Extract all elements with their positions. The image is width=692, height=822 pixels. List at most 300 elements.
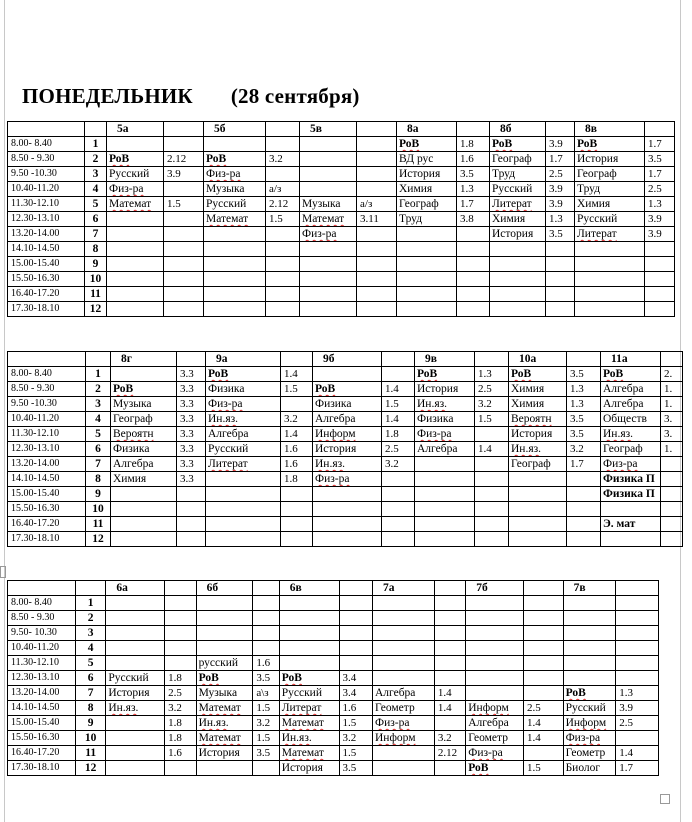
subject-cell: [563, 626, 616, 641]
subject-name: Физ-ра: [109, 183, 144, 195]
lesson-number: 2: [85, 152, 107, 167]
subject-name: История: [399, 168, 441, 180]
room-cell: [524, 596, 564, 611]
room-cell: 1.3: [457, 182, 490, 197]
room-cell: 3.3: [177, 427, 206, 442]
subject-name: Физ-ра: [565, 732, 601, 744]
subject-cell: [196, 716, 253, 731]
lesson-number: 5: [86, 427, 111, 442]
table-row: [8, 701, 659, 716]
lesson-number: 6: [85, 212, 107, 227]
subject-name: Физ-ра: [374, 717, 410, 729]
subject-cell: [111, 442, 177, 457]
room-cell: [546, 287, 575, 302]
room-cell: [382, 472, 415, 487]
schedule-table-3: [7, 580, 659, 776]
subject-cell: [509, 427, 567, 442]
subject-cell: [106, 701, 165, 716]
date-title: (28 сентября): [230, 84, 360, 108]
subject-cell: [509, 412, 567, 427]
room-cell: 3.2: [567, 442, 601, 457]
table-row: [8, 427, 683, 442]
subject-name: Географ: [603, 443, 643, 455]
lesson-number: 10: [85, 272, 107, 287]
room-cell: 1.8: [457, 137, 490, 152]
time-cell: 16.40-17.20: [8, 517, 86, 532]
room-cell: [266, 167, 300, 182]
room-cell: [165, 656, 196, 671]
room-cell: 1.7: [645, 137, 675, 152]
subject-cell: [279, 671, 339, 686]
subject-cell: [509, 532, 567, 547]
room-cell: 1.7: [567, 457, 601, 472]
room-cell: [266, 272, 300, 287]
room-cell: 3.11: [357, 212, 397, 227]
room-cell: 1.4: [616, 746, 659, 761]
subject-cell: [415, 472, 475, 487]
subject-name: Ин.яз.: [208, 413, 239, 425]
room-cell: [434, 596, 465, 611]
subject-cell: [279, 731, 339, 746]
subject-cell: [575, 242, 645, 257]
subject-name: ВД рус: [399, 153, 434, 165]
subject-cell: [509, 502, 567, 517]
subject-cell: [204, 227, 266, 242]
time-cell: 9.50- 10.30: [8, 626, 76, 641]
room-cell: 3.2: [475, 397, 509, 412]
room-cell: а\з: [253, 686, 279, 701]
subject-cell: [107, 302, 164, 317]
room-cell: 3.9: [164, 167, 204, 182]
room-cell: 2.5: [165, 686, 196, 701]
table-row: [8, 686, 659, 701]
lesson-number: 7: [85, 227, 107, 242]
subject-name: Музыка: [206, 183, 245, 195]
subject-cell: [206, 517, 281, 532]
subject-name: Труд: [492, 168, 516, 180]
room-cell: 1.4: [281, 367, 313, 382]
subject-cell: [279, 656, 339, 671]
room-cell: 1.8: [165, 731, 196, 746]
room-cell: [339, 596, 372, 611]
room-cell: [164, 227, 204, 242]
room-cell: 3.3: [177, 472, 206, 487]
subject-cell: [313, 412, 382, 427]
subject-cell: [111, 487, 177, 502]
time-cell: 10.40-11.20: [8, 182, 85, 197]
room-cell: [382, 367, 415, 382]
subject-name: Ин.яз.: [198, 717, 229, 729]
room-cell: 1.5: [339, 716, 372, 731]
table-row: [8, 152, 675, 167]
room-cell: [253, 761, 279, 776]
room-cell: 3.: [661, 412, 683, 427]
time-cell: 15.00-15.40: [8, 716, 76, 731]
table-row: [8, 227, 675, 242]
room-cell: [457, 272, 490, 287]
room-cell: [546, 272, 575, 287]
room-cell: [524, 611, 564, 626]
subject-name: РоВ: [198, 672, 219, 684]
room-cell: 1.7: [616, 761, 659, 776]
subject-cell: [563, 761, 616, 776]
room-cell: 1.7: [546, 152, 575, 167]
subject-cell: [206, 367, 281, 382]
subject-name: Алгебра: [468, 717, 509, 729]
room-cell: [546, 242, 575, 257]
subject-cell: [300, 167, 357, 182]
subject-cell: [300, 287, 357, 302]
room-cell: 3.5: [645, 152, 675, 167]
room-cell: [661, 502, 683, 517]
room-cell: 3.: [661, 427, 683, 442]
room-cell: 3.4: [339, 671, 372, 686]
subject-name: Физ-ра: [206, 168, 241, 180]
subject-cell: [563, 596, 616, 611]
subject-cell: [490, 152, 546, 167]
subject-cell: [509, 457, 567, 472]
room-cell: [164, 257, 204, 272]
subject-cell: [575, 272, 645, 287]
time-cell: 15.50-16.30: [8, 731, 76, 746]
header-blank: [85, 122, 107, 137]
room-cell: [382, 532, 415, 547]
room-cell: [457, 302, 490, 317]
room-cell: 1.6: [281, 457, 313, 472]
room-cell: 3.3: [177, 382, 206, 397]
subject-cell: [300, 152, 357, 167]
room-cell: 2.5: [524, 701, 564, 716]
lesson-number: 4: [75, 641, 105, 656]
room-cell: [266, 257, 300, 272]
room-cell: [475, 457, 509, 472]
table-row: [8, 137, 675, 152]
subject-name: РоВ: [208, 368, 229, 380]
room-cell: 3.5: [253, 671, 279, 686]
subject-name: Физика: [208, 383, 245, 395]
subject-name: Физ-ра: [468, 747, 503, 759]
subject-cell: [575, 287, 645, 302]
room-cell: 1.7: [645, 167, 675, 182]
class-header: 8в: [575, 122, 645, 137]
room-cell: [616, 641, 659, 656]
subject-cell: [106, 686, 165, 701]
time-cell: 8.00- 8.40: [8, 137, 85, 152]
subject-cell: [196, 611, 253, 626]
subject-cell: [415, 457, 475, 472]
subject-cell: [509, 487, 567, 502]
lesson-number: 1: [85, 137, 107, 152]
room-cell: [266, 287, 300, 302]
room-cell: [475, 487, 509, 502]
subject-name: Труд: [577, 183, 601, 195]
subject-name: Музыка: [113, 398, 152, 410]
subject-name: Обществ: [603, 413, 647, 425]
header-row: [8, 581, 659, 596]
subject-cell: [106, 671, 165, 686]
room-cell: [339, 641, 372, 656]
table-resize-handle[interactable]: [660, 794, 670, 804]
subject-cell: [575, 227, 645, 242]
subject-cell: [575, 257, 645, 272]
time-cell: 17.30-18.10: [8, 761, 76, 776]
subject-name: РоВ: [315, 383, 336, 395]
header-blank: [524, 581, 564, 596]
room-cell: 2.5: [616, 716, 659, 731]
header-blank: [266, 122, 300, 137]
subject-name: Физика: [417, 413, 454, 425]
subject-cell: [509, 367, 567, 382]
lesson-number: 9: [75, 716, 105, 731]
subject-cell: [300, 182, 357, 197]
subject-cell: [415, 502, 475, 517]
subject-cell: [106, 626, 165, 641]
room-cell: [281, 397, 313, 412]
table-row: [8, 472, 683, 487]
room-cell: [661, 532, 683, 547]
subject-name: Химия: [511, 398, 545, 410]
subject-cell: [415, 442, 475, 457]
room-cell: 1.8: [165, 671, 196, 686]
subject-cell: [313, 427, 382, 442]
table-row: [8, 167, 675, 182]
room-cell: [434, 716, 465, 731]
room-cell: 3.5: [567, 367, 601, 382]
time-cell: 8.50 - 9.30: [8, 152, 85, 167]
subject-name: Математ: [109, 198, 152, 210]
subject-name: Вероятн: [511, 413, 552, 425]
header-blank: [75, 581, 105, 596]
table-row: [8, 716, 659, 731]
room-cell: [457, 227, 490, 242]
subject-name: Геометр: [565, 747, 606, 759]
class-header: 7в: [563, 581, 616, 596]
room-cell: [661, 487, 683, 502]
room-cell: [661, 457, 683, 472]
room-cell: 1.4: [434, 701, 465, 716]
subject-cell: [313, 472, 382, 487]
table-row: [8, 212, 675, 227]
lesson-number: 7: [86, 457, 111, 472]
subject-cell: [415, 412, 475, 427]
subject-cell: [509, 517, 567, 532]
subject-name: Физ-ра: [315, 473, 350, 485]
subject-cell: [466, 686, 524, 701]
subject-name: Литерат: [577, 228, 617, 240]
room-cell: [475, 532, 509, 547]
room-cell: 1.4: [382, 412, 415, 427]
room-cell: 1.4: [475, 442, 509, 457]
subject-name: Музыка: [302, 198, 341, 210]
subject-cell: [397, 167, 457, 182]
day-title: ПОНЕДЕЛЬНИК: [22, 84, 193, 108]
time-cell: 15.00-15.40: [8, 257, 85, 272]
header-blank: [357, 122, 397, 137]
room-cell: 1.: [661, 397, 683, 412]
subject-cell: [204, 167, 266, 182]
subject-name: Ин.яз.: [603, 428, 634, 440]
subject-cell: [106, 761, 165, 776]
subject-cell: [196, 746, 253, 761]
room-cell: [567, 517, 601, 532]
schedule-table-2: [7, 351, 683, 547]
subject-cell: [313, 457, 382, 472]
subject-cell: [111, 532, 177, 547]
time-cell: 11.30-12.10: [8, 656, 76, 671]
lesson-number: 12: [75, 761, 105, 776]
lesson-number: 9: [85, 257, 107, 272]
room-cell: [164, 242, 204, 257]
table-move-handle[interactable]: [0, 566, 6, 578]
subject-cell: [300, 302, 357, 317]
subject-cell: [196, 686, 253, 701]
class-header: 11а: [601, 352, 661, 367]
subject-cell: [111, 397, 177, 412]
room-cell: 2.5: [382, 442, 415, 457]
room-cell: 1.5: [524, 761, 564, 776]
room-cell: [357, 137, 397, 152]
subject-cell: [372, 641, 434, 656]
subject-cell: [196, 656, 253, 671]
table-row: [8, 197, 675, 212]
subject-cell: [372, 761, 434, 776]
subject-name: Труд: [399, 213, 423, 225]
subject-cell: [372, 746, 434, 761]
subject-cell: [490, 182, 546, 197]
subject-name: Литерат: [208, 458, 248, 470]
subject-name: Физ-ра: [302, 228, 337, 240]
room-cell: [253, 626, 279, 641]
room-cell: 1.5: [475, 412, 509, 427]
table-row: [8, 611, 659, 626]
room-cell: [357, 152, 397, 167]
subject-cell: [466, 731, 524, 746]
subject-cell: [300, 227, 357, 242]
room-cell: [164, 182, 204, 197]
time-cell: 16.40-17.20: [8, 746, 76, 761]
subject-cell: [204, 212, 266, 227]
subject-cell: [563, 701, 616, 716]
header-blank: [281, 352, 313, 367]
subject-name: Ин.яз.: [511, 443, 542, 455]
lesson-number: 12: [85, 302, 107, 317]
subject-name: Химия: [492, 213, 526, 225]
subject-name: Географ: [113, 413, 153, 425]
room-cell: 3.2: [253, 716, 279, 731]
room-cell: [434, 671, 465, 686]
subject-name: Географ: [492, 153, 532, 165]
subject-cell: [415, 367, 475, 382]
subject-cell: [601, 487, 661, 502]
subject-cell: [601, 382, 661, 397]
subject-cell: [415, 532, 475, 547]
room-cell: [434, 761, 465, 776]
subject-cell: [466, 596, 524, 611]
room-cell: [524, 641, 564, 656]
time-cell: 15.50-16.30: [8, 502, 86, 517]
subject-cell: [111, 472, 177, 487]
room-cell: [616, 596, 659, 611]
subject-cell: [466, 716, 524, 731]
subject-cell: [490, 137, 546, 152]
room-cell: [382, 502, 415, 517]
room-cell: 1.4: [382, 382, 415, 397]
subject-name: Химия: [577, 198, 611, 210]
subject-cell: [196, 596, 253, 611]
subject-cell: [397, 227, 457, 242]
header-blank: [475, 352, 509, 367]
subject-cell: [111, 382, 177, 397]
subject-name: Литерат: [492, 198, 532, 210]
header-blank: [645, 122, 675, 137]
subject-name: Информ: [315, 428, 356, 440]
subject-name: Русский: [492, 183, 533, 195]
table-row: [8, 487, 683, 502]
table-row: [8, 457, 683, 472]
subject-cell: [111, 367, 177, 382]
table-row: [8, 626, 659, 641]
time-cell: 15.00-15.40: [8, 487, 86, 502]
header-row: [8, 352, 683, 367]
header-blank: [382, 352, 415, 367]
subject-cell: [601, 397, 661, 412]
subject-name: Математ: [198, 702, 241, 714]
room-cell: [434, 626, 465, 641]
room-cell: [645, 287, 675, 302]
class-header: 6а: [106, 581, 165, 596]
table-row: [8, 761, 659, 776]
time-cell: 8.00- 8.40: [8, 367, 86, 382]
subject-cell: [206, 502, 281, 517]
subject-name: Географ: [511, 458, 551, 470]
subject-name: Физ-ра: [208, 398, 243, 410]
room-cell: 1.4: [281, 427, 313, 442]
subject-name: Химия: [399, 183, 433, 195]
subject-name: Географ: [399, 198, 439, 210]
lesson-number: 5: [75, 656, 105, 671]
subject-name: История: [417, 383, 459, 395]
lesson-number: 11: [85, 287, 107, 302]
subject-name: Физика П: [603, 473, 655, 485]
room-cell: [616, 731, 659, 746]
subject-cell: [563, 731, 616, 746]
room-cell: [475, 517, 509, 532]
room-cell: [177, 517, 206, 532]
subject-cell: [300, 257, 357, 272]
room-cell: [253, 641, 279, 656]
room-cell: [475, 502, 509, 517]
subject-cell: [196, 671, 253, 686]
subject-cell: [204, 152, 266, 167]
table-row: [8, 641, 659, 656]
subject-name: Химия: [113, 473, 147, 485]
subject-name: Русский: [108, 672, 149, 684]
room-cell: 3.9: [546, 182, 575, 197]
room-cell: [546, 302, 575, 317]
room-cell: [645, 242, 675, 257]
subject-name: Физика: [113, 443, 150, 455]
room-cell: [567, 487, 601, 502]
subject-name: Русский: [109, 168, 150, 180]
time-cell: 12.30-13.10: [8, 671, 76, 686]
subject-cell: [196, 761, 253, 776]
room-cell: 3.3: [177, 442, 206, 457]
subject-cell: [490, 272, 546, 287]
room-cell: [567, 502, 601, 517]
subject-name: РоВ: [417, 368, 438, 380]
subject-name: История: [281, 762, 323, 774]
subject-cell: [575, 152, 645, 167]
